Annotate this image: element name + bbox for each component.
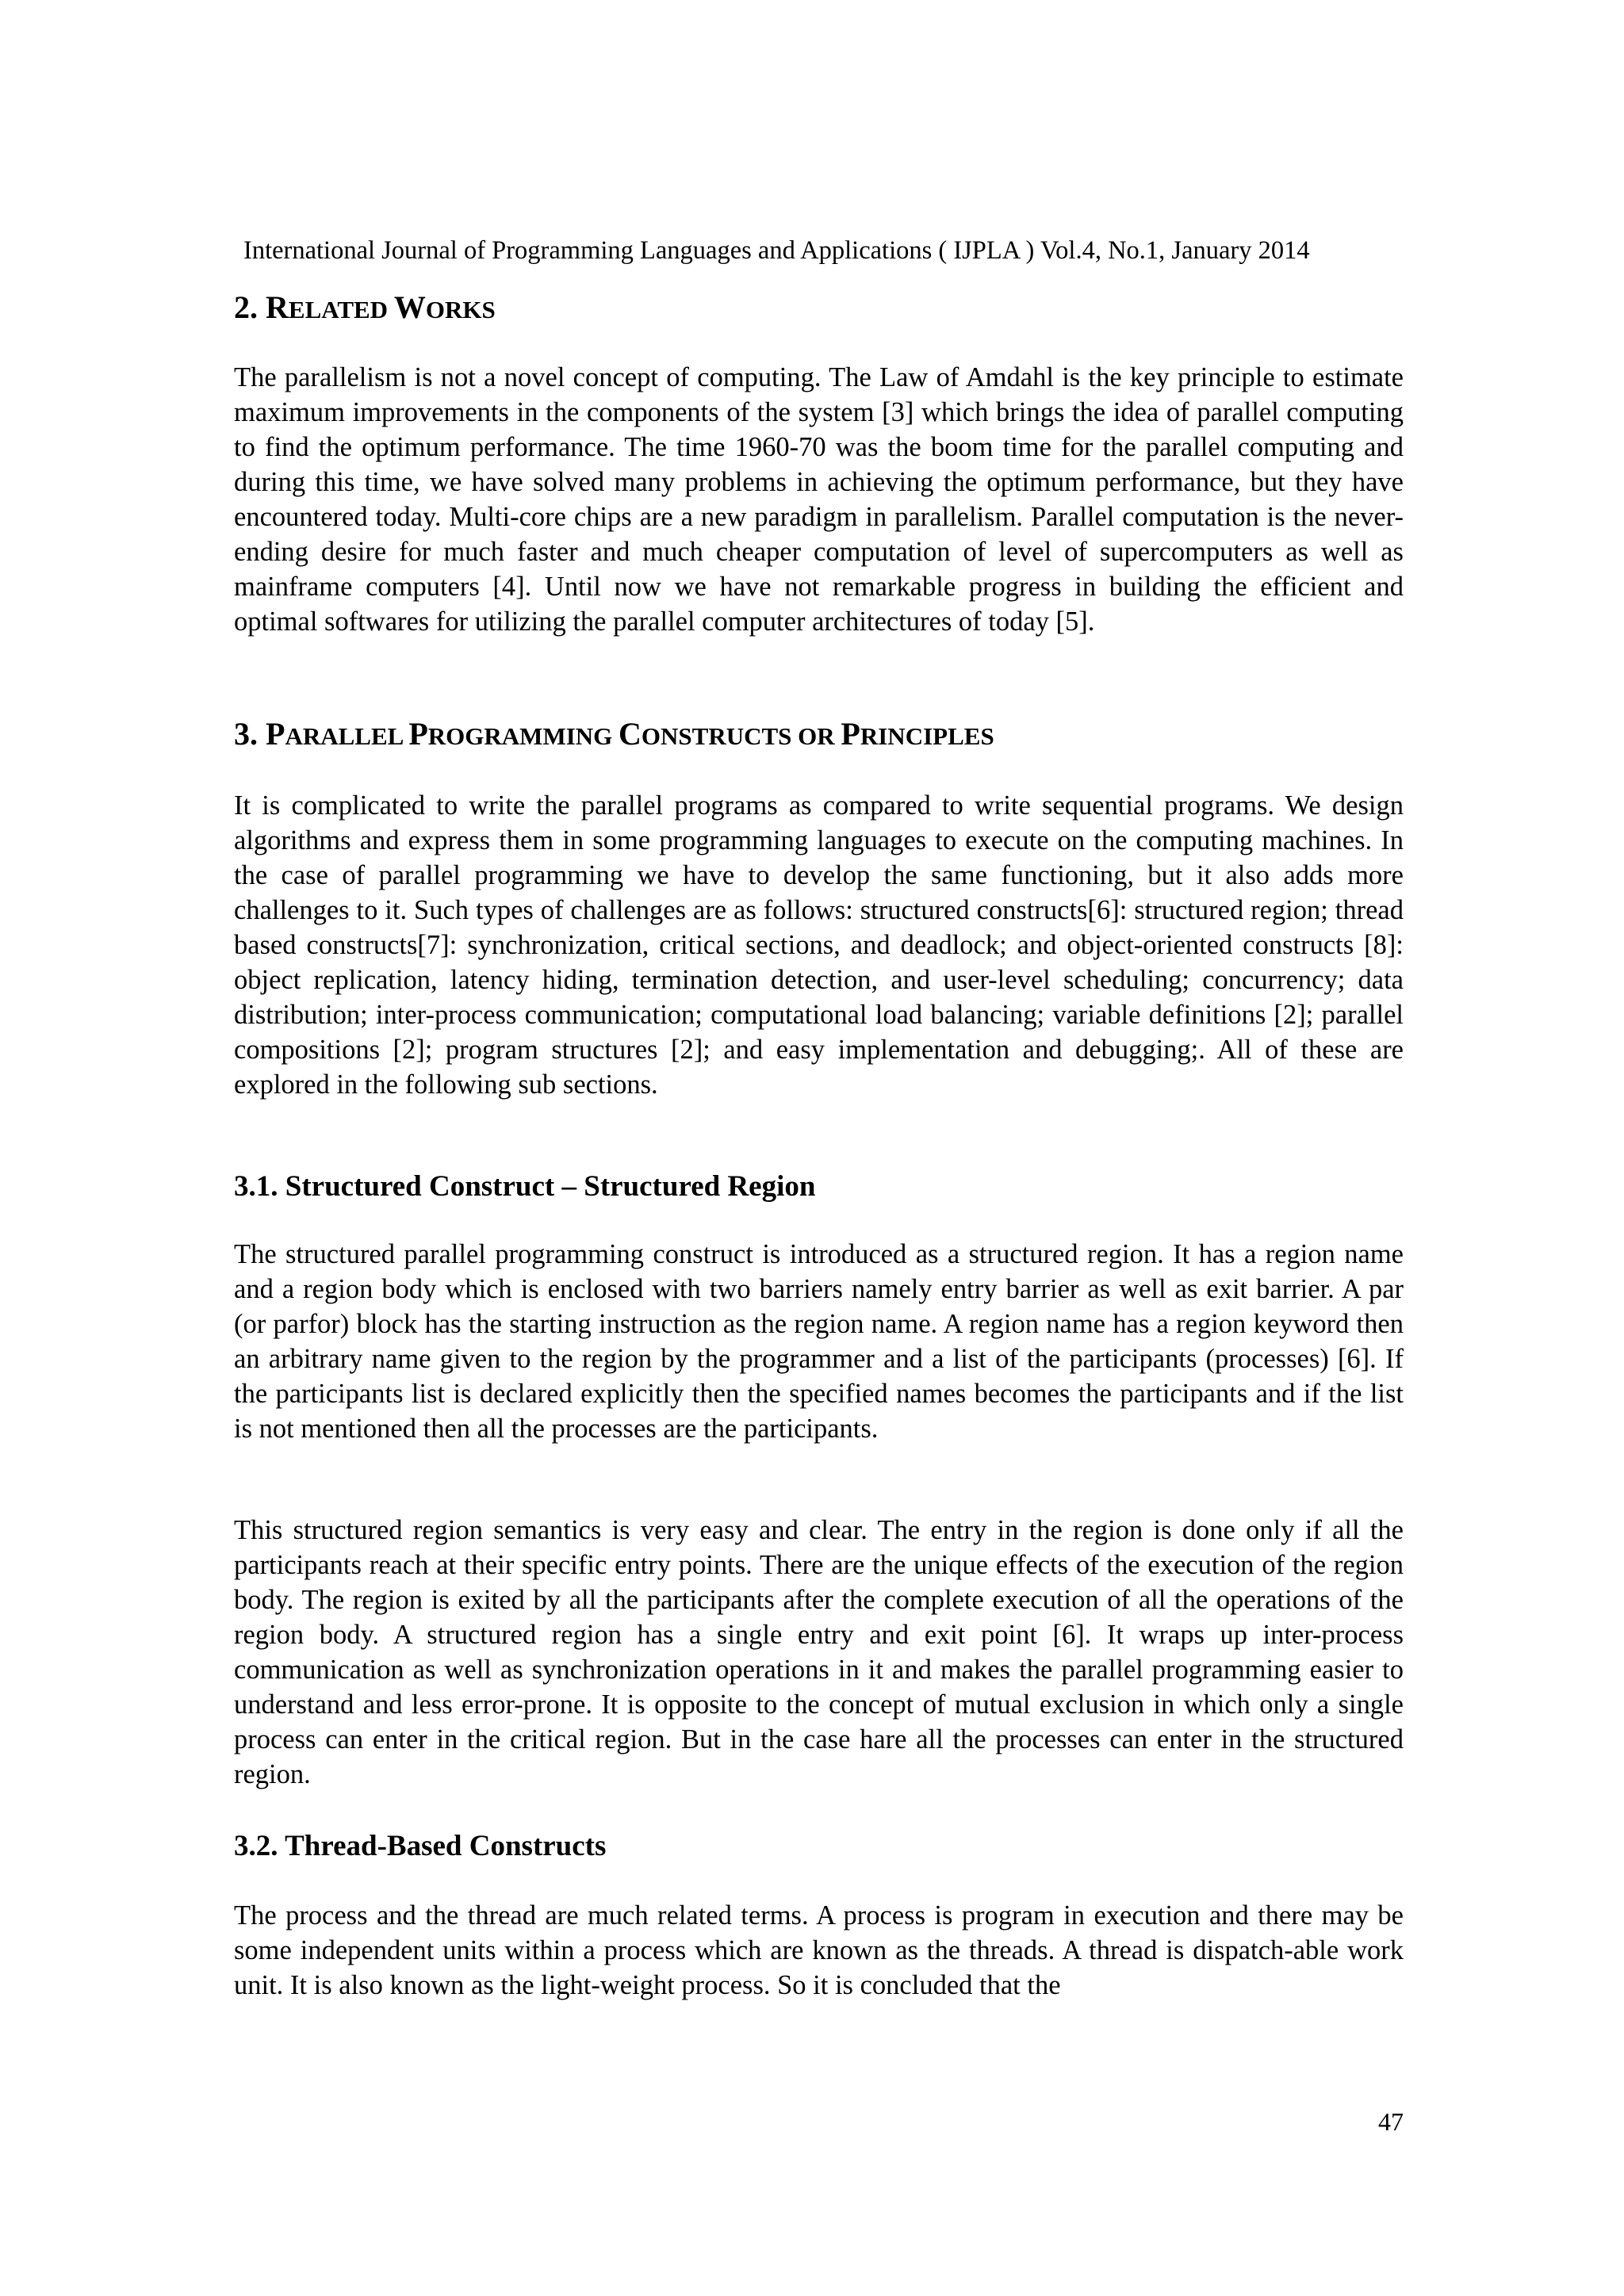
title-cap: P (408, 716, 428, 752)
section-number: 3. (234, 716, 266, 752)
title-small-caps: ROGRAMMING (427, 722, 619, 750)
title-cap: P (841, 716, 860, 752)
section-heading-parallel-programming-constructs (234, 715, 1404, 756)
title-cap: W (393, 289, 426, 325)
paragraph-related-works: The parallelism is not a novel concept of computing. The Law of Amdahl is the key principle to estimate maximum improvements in the components of the system [3] which brings the idea of parallel computing to find the optimum performance. The time 1960-70 was the boom time for the parallel computing and during this time, we have solved many problems in achieving the optimum performance, but they have encountered today. Multi-core chips are a new paradigm in parallelism. Parallel computation is the never-ending desire for much faster and much cheaper computation of level of supercomputers as well as mainframe computers [4]. Until now we have not remarkable progress in building the efficient and optimal softwares for utilizing the parallel computer architectures of today [5]. (234, 362, 1404, 637)
title-small-caps: ARALLEL (285, 722, 409, 750)
title-cap: R (266, 289, 289, 325)
subsection-heading-structured-construct: 3.1. Structured Construct – Structured Region (234, 1170, 816, 1203)
paragraph-constructs-intro: It is complicated to write the parallel programs as compared to write sequential programs. We design algorithms and express them in some programming languages to execute on the computing machines. In the case of parallel programming we have to develop the same functioning, but it also adds more challenges to it. Such types of challenges are as follows: structured constructs[6]: structured region; thread based constructs[7]: synchronization, critical sections, and deadlock; and object-oriented constructs [8]: object replication, latency hiding, termination detection, and user-level scheduling; concurrency; data distribution; inter-process communication; computational load balancing; variable definitions [2]; parallel compositions [2]; program structures [2]; and easy implementation and debugging;. All of these are explored in the following sub sections. (234, 790, 1404, 1100)
title-cap: P (266, 716, 285, 752)
title-cap: C (619, 716, 642, 752)
paragraph-structured-region-2: This structured region semantics is very easy and clear. The entry in the region is done only if all the participants reach at their specific entry points. There are the unique effects of the execution of the region body. The region is exited by all the participants after the complete execution of all the operations of the region body. A structured region has a single entry and exit point [6]. It wraps up inter-process communication as well as synchronization operations in it and makes the parallel programming easier to understand and less error-prone. It is opposite to the concept of mutual exclusion in which only a single process can enter in the critical region. But in the case hare all the processes can enter in the structured region. (234, 1515, 1404, 1789)
paper-page (234, 0, 1404, 2296)
title-small-caps: ORKS (425, 296, 496, 323)
paragraph-thread-based: The process and the thread are much related terms. A process is program in execution and there may be some independent units within a process which are known as the threads. A thread is dispatch-able work unit. It is also known as the light-weight process. So it is concluded that the (234, 1900, 1404, 2000)
page-number: 47 (1378, 2107, 1404, 2136)
running-header: International Journal of Programming Languages and Applications ( IJPLA ) Vol.4, No.1, January 2014 (243, 236, 1310, 265)
paragraph-structured-region-1: The structured parallel programming construct is introduced as a structured region. It has a region name and a region body which is enclosed with two barriers namely entry barrier as well as exit barrier. A par (or parfor) block has the starting instruction as the region name. A region name has a region keyword then an arbitrary name given to the region by the programmer and a list of the participants (processes) [6]. If the participants list is declared explicitly then the specified names becomes the participants and if the list is not mentioned then all the processes are the participants. (234, 1239, 1404, 1444)
section-number: 2. (234, 289, 266, 325)
title-small-caps: ELATED (288, 296, 394, 323)
subsection-heading-thread-based-constructs: 3.2. Thread-Based Constructs (234, 1830, 607, 1862)
title-small-caps: ONSTRUCTS OR (641, 722, 841, 750)
section-heading-related-works (234, 289, 1404, 329)
title-small-caps: RINCIPLES (860, 722, 994, 750)
